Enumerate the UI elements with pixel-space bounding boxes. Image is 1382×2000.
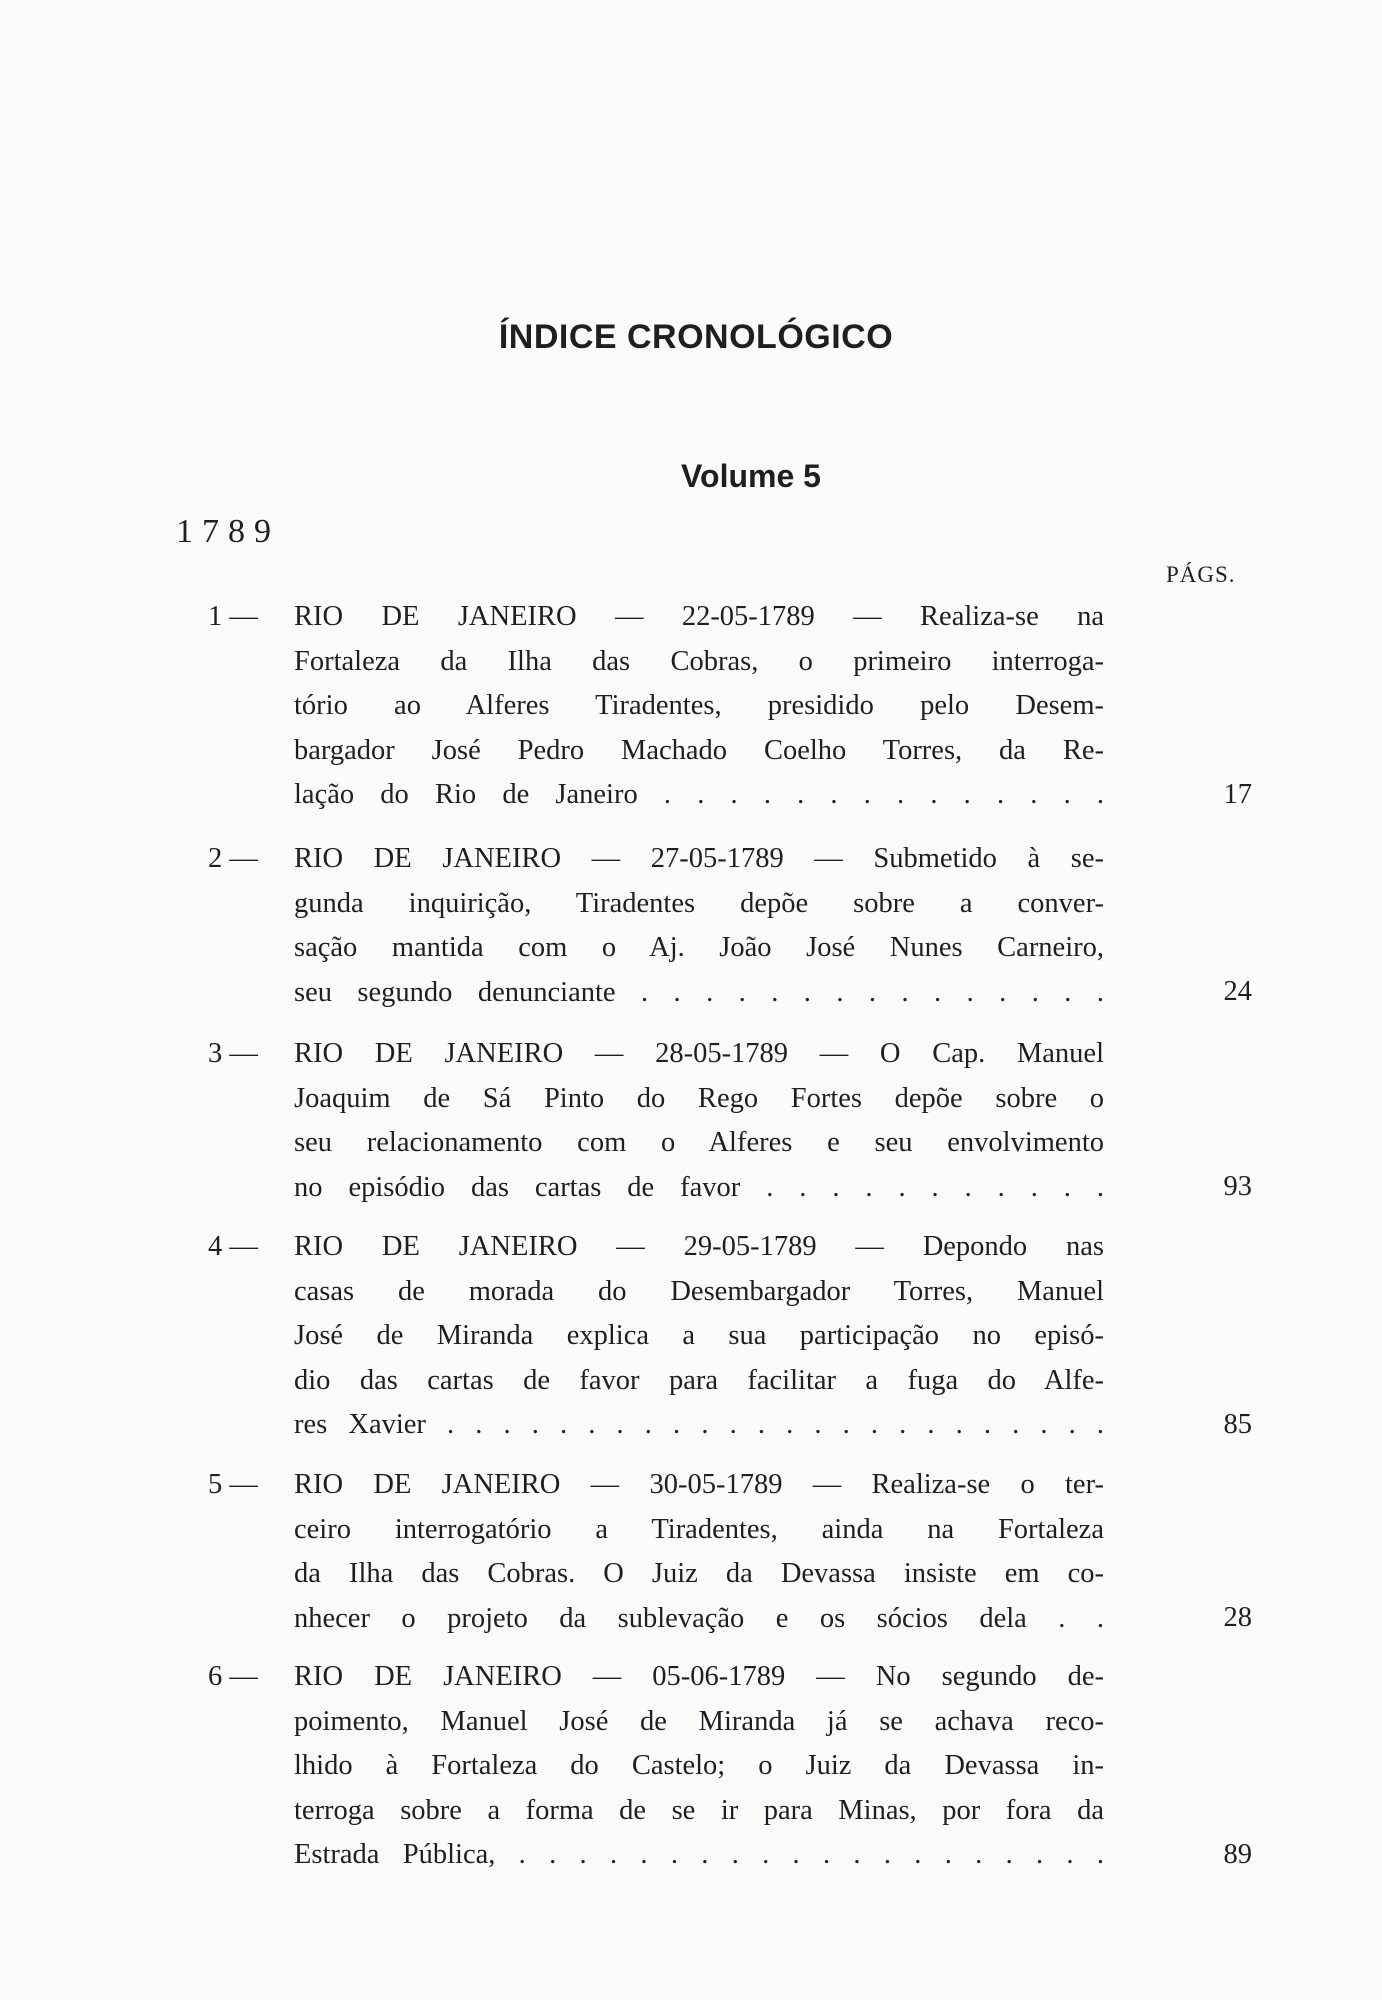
entry-line: terroga sobre a forma de se ir para Minas, por fora da (294, 1794, 1104, 1826)
entry-number: 5 — (208, 1469, 258, 1500)
entry-line: dio das cartas de favor para facilitar a fuga do Alfe- (294, 1364, 1104, 1396)
entry-line: Fortaleza da Ilha das Cobras, o primeiro interroga- (294, 645, 1104, 677)
entry-line: sação mantida com o Aj. João José Nunes Carneiro, (294, 932, 1104, 963)
entry-line: Joaquim de Sá Pinto do Rego Fortes depõe sobre o (294, 1082, 1104, 1114)
entry-line: gunda inquirição, Tiradentes depõe sobre a conver- (294, 887, 1104, 919)
entry-line: seu segundo denunciante . . . . . . . . . . . . . . . (294, 976, 1104, 1008)
entry-text (294, 1463, 1104, 1641)
volume-title: Volume 5 (681, 458, 821, 494)
entry-text (294, 1225, 1104, 1448)
entry-number: 3 — (208, 1038, 258, 1069)
entry-page-number: 85 (1223, 1409, 1252, 1440)
entry-line: seu relacionamento com o Alferes e seu envolvimento (294, 1127, 1104, 1158)
entry-line: RIO DE JANEIRO — 05-06-1789 — No segundo de- (294, 1661, 1104, 1692)
pages-column-header: PÁGS. (1166, 562, 1236, 587)
entry-line: casas de morada do Desembargador Torres, Manuel (294, 1275, 1104, 1307)
entry-line: RIO DE JANEIRO — 27-05-1789 — Submetido à se- (294, 843, 1104, 874)
entry-page-number: 89 (1223, 1839, 1252, 1870)
entry-text (294, 595, 1104, 818)
entry-line: lação do Rio de Janeiro . . . . . . . . . . . . . . (294, 779, 1104, 810)
entry-line: tório ao Alferes Tiradentes, presidido pelo Desem- (294, 690, 1104, 721)
entry-line: ceiro interrogatório a Tiradentes, ainda na Fortaleza (294, 1513, 1104, 1545)
year-heading: 1789 (176, 513, 280, 550)
entry-number: 2 — (208, 843, 258, 874)
entry-text (294, 837, 1104, 1015)
entry-page-number: 28 (1223, 1602, 1252, 1633)
entry-line: no episódio das cartas de favor . . . . . . . . . . . (294, 1171, 1104, 1203)
entry-number: 1 — (208, 601, 258, 632)
entry-text (294, 1655, 1104, 1878)
entry-page-number: 24 (1223, 976, 1252, 1007)
entry-line: da Ilha das Cobras. O Juiz da Devassa insiste em co- (294, 1558, 1104, 1589)
entry-number: 6 — (208, 1661, 258, 1692)
entry-line: RIO DE JANEIRO — 29-05-1789 — Depondo nas (294, 1231, 1104, 1262)
entry-line: RIO DE JANEIRO — 28-05-1789 — O Cap. Manuel (294, 1038, 1104, 1069)
entry-page-number: 17 (1223, 779, 1252, 810)
entry-line: RIO DE JANEIRO — 30-05-1789 — Realiza-se o ter- (294, 1469, 1104, 1500)
entry-line: José de Miranda explica a sua participação no episó- (294, 1320, 1104, 1351)
entry-line: RIO DE JANEIRO — 22-05-1789 — Realiza-se na (294, 601, 1104, 632)
entry-number: 4 — (208, 1231, 258, 1262)
entry-line: poimento, Manuel José de Miranda já se achava reco- (294, 1705, 1104, 1737)
page-title: ÍNDICE CRONOLÓGICO (498, 318, 894, 356)
entry-line: nhecer o projeto da sublevação e os sócios dela . . (294, 1602, 1104, 1634)
entry-line: lhido à Fortaleza do Castelo; o Juiz da Devassa in- (294, 1750, 1104, 1781)
entry-page-number: 93 (1223, 1171, 1252, 1202)
entry-line: bargador José Pedro Machado Coelho Torres, da Re- (294, 734, 1104, 766)
entry-line: res Xavier . . . . . . . . . . . . . . . . . . . . . . . . (294, 1409, 1104, 1440)
entry-line: Estrada Pública, . . . . . . . . . . . . . . . . . . . . (294, 1839, 1104, 1870)
entry-text (294, 1032, 1104, 1210)
